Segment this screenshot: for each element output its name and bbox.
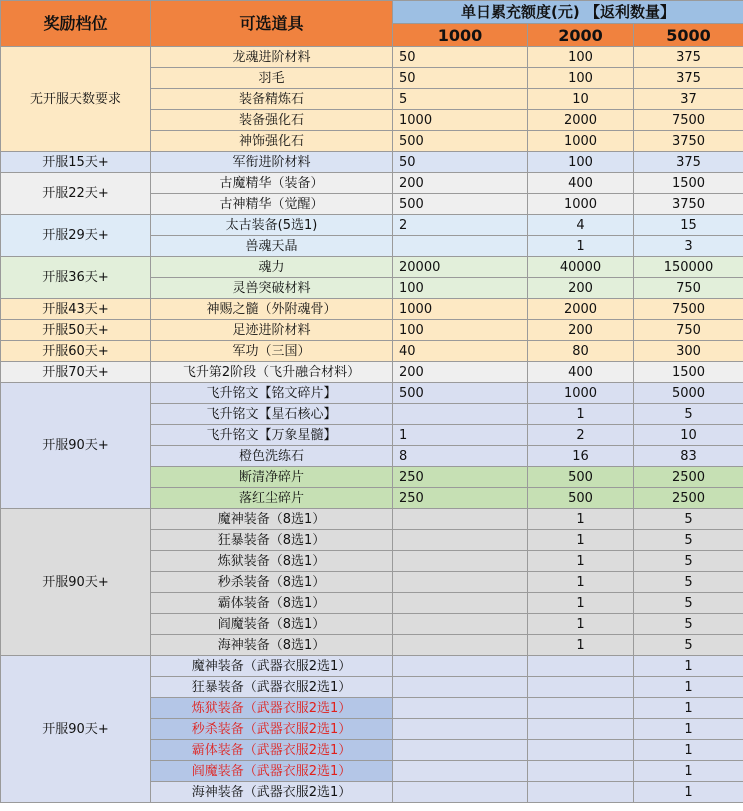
item-cell: 灵兽突破材料: [151, 278, 393, 299]
value-cell: [393, 236, 528, 257]
item-cell: 魂力: [151, 257, 393, 278]
value-cell: [393, 509, 528, 530]
item-cell: 魔神装备（武器衣服2选1）: [151, 656, 393, 677]
value-cell: 1: [528, 551, 634, 572]
value-cell: 50: [393, 152, 528, 173]
table-row: [1, 299, 743, 320]
value-cell: 1500: [634, 173, 743, 194]
value-cell: 100: [528, 68, 634, 89]
value-cell: 5000: [634, 383, 743, 404]
value-cell: [393, 782, 528, 803]
value-cell: 1000: [393, 299, 528, 320]
value-cell: 80: [528, 341, 634, 362]
value-cell: 1: [528, 635, 634, 656]
value-cell: [393, 551, 528, 572]
value-cell: 150000: [634, 257, 743, 278]
value-cell: [528, 740, 634, 761]
value-cell: 7500: [634, 299, 743, 320]
item-cell: 龙魂进阶材料: [151, 47, 393, 68]
item-cell: 装备精炼石: [151, 89, 393, 110]
value-cell: 300: [634, 341, 743, 362]
value-cell: 20000: [393, 257, 528, 278]
value-cell: 375: [634, 47, 743, 68]
item-cell: 狂暴装备（武器衣服2选1）: [151, 677, 393, 698]
value-cell: 50: [393, 47, 528, 68]
value-cell: 750: [634, 278, 743, 299]
tier-cell: 开服90天+: [1, 509, 151, 656]
item-cell: 羽毛: [151, 68, 393, 89]
value-cell: 200: [528, 320, 634, 341]
value-cell: 400: [528, 173, 634, 194]
value-cell: 1500: [634, 362, 743, 383]
value-cell: 40: [393, 341, 528, 362]
table-row: [1, 656, 743, 677]
item-cell: 阎魔装备（武器衣服2选1）: [151, 761, 393, 782]
item-cell: 军衔进阶材料: [151, 152, 393, 173]
value-cell: 250: [393, 488, 528, 509]
value-cell: [393, 719, 528, 740]
value-cell: 15: [634, 215, 743, 236]
value-cell: 2: [393, 215, 528, 236]
table-row: [1, 152, 743, 173]
value-cell: 1: [528, 593, 634, 614]
value-cell: 1000: [528, 194, 634, 215]
item-cell: 兽魂天晶: [151, 236, 393, 257]
table-row: [1, 320, 743, 341]
item-cell: 军功（三国）: [151, 341, 393, 362]
value-cell: 200: [393, 362, 528, 383]
item-cell: 古神精华（觉醒）: [151, 194, 393, 215]
table-body: [1, 47, 743, 803]
value-cell: 1: [393, 425, 528, 446]
value-cell: [393, 656, 528, 677]
value-cell: 5: [634, 404, 743, 425]
value-cell: [393, 404, 528, 425]
value-cell: 2000: [528, 299, 634, 320]
value-cell: 375: [634, 152, 743, 173]
value-cell: 7500: [634, 110, 743, 131]
value-cell: 100: [393, 320, 528, 341]
value-cell: 5: [634, 614, 743, 635]
value-cell: 3: [634, 236, 743, 257]
value-cell: 1: [528, 572, 634, 593]
value-cell: 1: [634, 740, 743, 761]
value-cell: [393, 677, 528, 698]
item-cell: 炼狱装备（8选1）: [151, 551, 393, 572]
value-cell: 1: [634, 656, 743, 677]
value-cell: 200: [393, 173, 528, 194]
tier-cell: 开服50天+: [1, 320, 151, 341]
value-cell: 500: [393, 383, 528, 404]
tier-cell: 开服60天+: [1, 341, 151, 362]
value-cell: [393, 530, 528, 551]
tier-cell: 开服90天+: [1, 383, 151, 509]
value-cell: [528, 782, 634, 803]
value-cell: 5: [634, 572, 743, 593]
value-cell: 2500: [634, 467, 743, 488]
table-row: [1, 509, 743, 530]
item-cell: 飞升第2阶段（飞升融合材料）: [151, 362, 393, 383]
value-cell: [393, 698, 528, 719]
value-cell: [528, 761, 634, 782]
value-cell: [393, 740, 528, 761]
tier-cell: 开服36天+: [1, 257, 151, 299]
value-cell: 83: [634, 446, 743, 467]
item-cell: 飞升铭文【铭文碎片】: [151, 383, 393, 404]
item-cell: 秒杀装备（武器衣服2选1）: [151, 719, 393, 740]
value-cell: 1000: [393, 110, 528, 131]
item-cell: 足迹进阶材料: [151, 320, 393, 341]
value-cell: 1: [528, 614, 634, 635]
value-cell: 16: [528, 446, 634, 467]
value-cell: 100: [528, 152, 634, 173]
value-cell: [528, 656, 634, 677]
value-cell: 5: [634, 593, 743, 614]
tier-cell: 开服15天+: [1, 152, 151, 173]
item-cell: 炼狱装备（武器衣服2选1）: [151, 698, 393, 719]
value-cell: 1: [528, 404, 634, 425]
table-row: [1, 215, 743, 236]
item-cell: 狂暴装备（8选1）: [151, 530, 393, 551]
value-cell: [393, 593, 528, 614]
item-cell: 霸体装备（8选1）: [151, 593, 393, 614]
value-cell: 40000: [528, 257, 634, 278]
header-amount-2000: 2000: [528, 24, 634, 47]
value-cell: 5: [634, 551, 743, 572]
value-cell: 500: [528, 467, 634, 488]
value-cell: 37: [634, 89, 743, 110]
value-cell: 100: [393, 278, 528, 299]
value-cell: 200: [528, 278, 634, 299]
header-amount-5000: 5000: [634, 24, 743, 47]
value-cell: 1: [634, 677, 743, 698]
table-row: [1, 383, 743, 404]
value-cell: [528, 698, 634, 719]
item-cell: 断清净碎片: [151, 467, 393, 488]
value-cell: 10: [528, 89, 634, 110]
value-cell: 1000: [528, 383, 634, 404]
value-cell: 1: [634, 761, 743, 782]
value-cell: 8: [393, 446, 528, 467]
value-cell: 2500: [634, 488, 743, 509]
item-cell: 飞升铭文【万象星髓】: [151, 425, 393, 446]
value-cell: 2000: [528, 110, 634, 131]
tier-cell: 开服43天+: [1, 299, 151, 320]
tier-cell: 开服29天+: [1, 215, 151, 257]
value-cell: [393, 614, 528, 635]
value-cell: 500: [528, 488, 634, 509]
value-cell: 10: [634, 425, 743, 446]
value-cell: 1: [528, 236, 634, 257]
value-cell: 5: [393, 89, 528, 110]
value-cell: 500: [393, 131, 528, 152]
value-cell: 1: [528, 509, 634, 530]
item-cell: 神饰强化石: [151, 131, 393, 152]
item-cell: 古魔精华（装备）: [151, 173, 393, 194]
value-cell: [528, 677, 634, 698]
table-row: [1, 362, 743, 383]
item-cell: 神赐之髓（外附魂骨）: [151, 299, 393, 320]
value-cell: 1: [634, 719, 743, 740]
tier-cell: 开服90天+: [1, 656, 151, 803]
value-cell: 5: [634, 635, 743, 656]
item-cell: 装备强化石: [151, 110, 393, 131]
item-cell: 秒杀装备（8选1）: [151, 572, 393, 593]
item-cell: 霸体装备（武器衣服2选1）: [151, 740, 393, 761]
tier-cell: 开服70天+: [1, 362, 151, 383]
item-cell: 橙色洗练石: [151, 446, 393, 467]
item-cell: 飞升铭文【星石核心】: [151, 404, 393, 425]
value-cell: 375: [634, 68, 743, 89]
item-cell: 太古装备(5选1): [151, 215, 393, 236]
value-cell: 400: [528, 362, 634, 383]
table-row: [1, 173, 743, 194]
table-row: [1, 257, 743, 278]
header-tier: 奖励档位: [1, 1, 151, 47]
table-row: [1, 341, 743, 362]
item-cell: 魔神装备（8选1）: [151, 509, 393, 530]
item-cell: 阎魔装备（8选1）: [151, 614, 393, 635]
value-cell: 1: [634, 782, 743, 803]
value-cell: 250: [393, 467, 528, 488]
value-cell: [393, 572, 528, 593]
value-cell: 4: [528, 215, 634, 236]
value-cell: [393, 761, 528, 782]
value-cell: 1: [528, 530, 634, 551]
value-cell: 1000: [528, 131, 634, 152]
tier-cell: 无开服天数要求: [1, 47, 151, 152]
value-cell: [393, 635, 528, 656]
value-cell: 50: [393, 68, 528, 89]
value-cell: 5: [634, 530, 743, 551]
header-amount-1000: 1000: [393, 24, 528, 47]
value-cell: 750: [634, 320, 743, 341]
value-cell: [528, 719, 634, 740]
value-cell: 3750: [634, 194, 743, 215]
tier-cell: 开服22天+: [1, 173, 151, 215]
header-recharge: 单日累充额度(元) 【返利数量】: [393, 1, 743, 24]
value-cell: 2: [528, 425, 634, 446]
value-cell: 5: [634, 509, 743, 530]
item-cell: 海神装备（8选1）: [151, 635, 393, 656]
value-cell: 500: [393, 194, 528, 215]
value-cell: 3750: [634, 131, 743, 152]
value-cell: 100: [528, 47, 634, 68]
item-cell: 海神装备（武器衣服2选1）: [151, 782, 393, 803]
value-cell: 1: [634, 698, 743, 719]
item-cell: 落红尘碎片: [151, 488, 393, 509]
table-row: [1, 47, 743, 68]
header-item: 可选道具: [151, 1, 393, 47]
